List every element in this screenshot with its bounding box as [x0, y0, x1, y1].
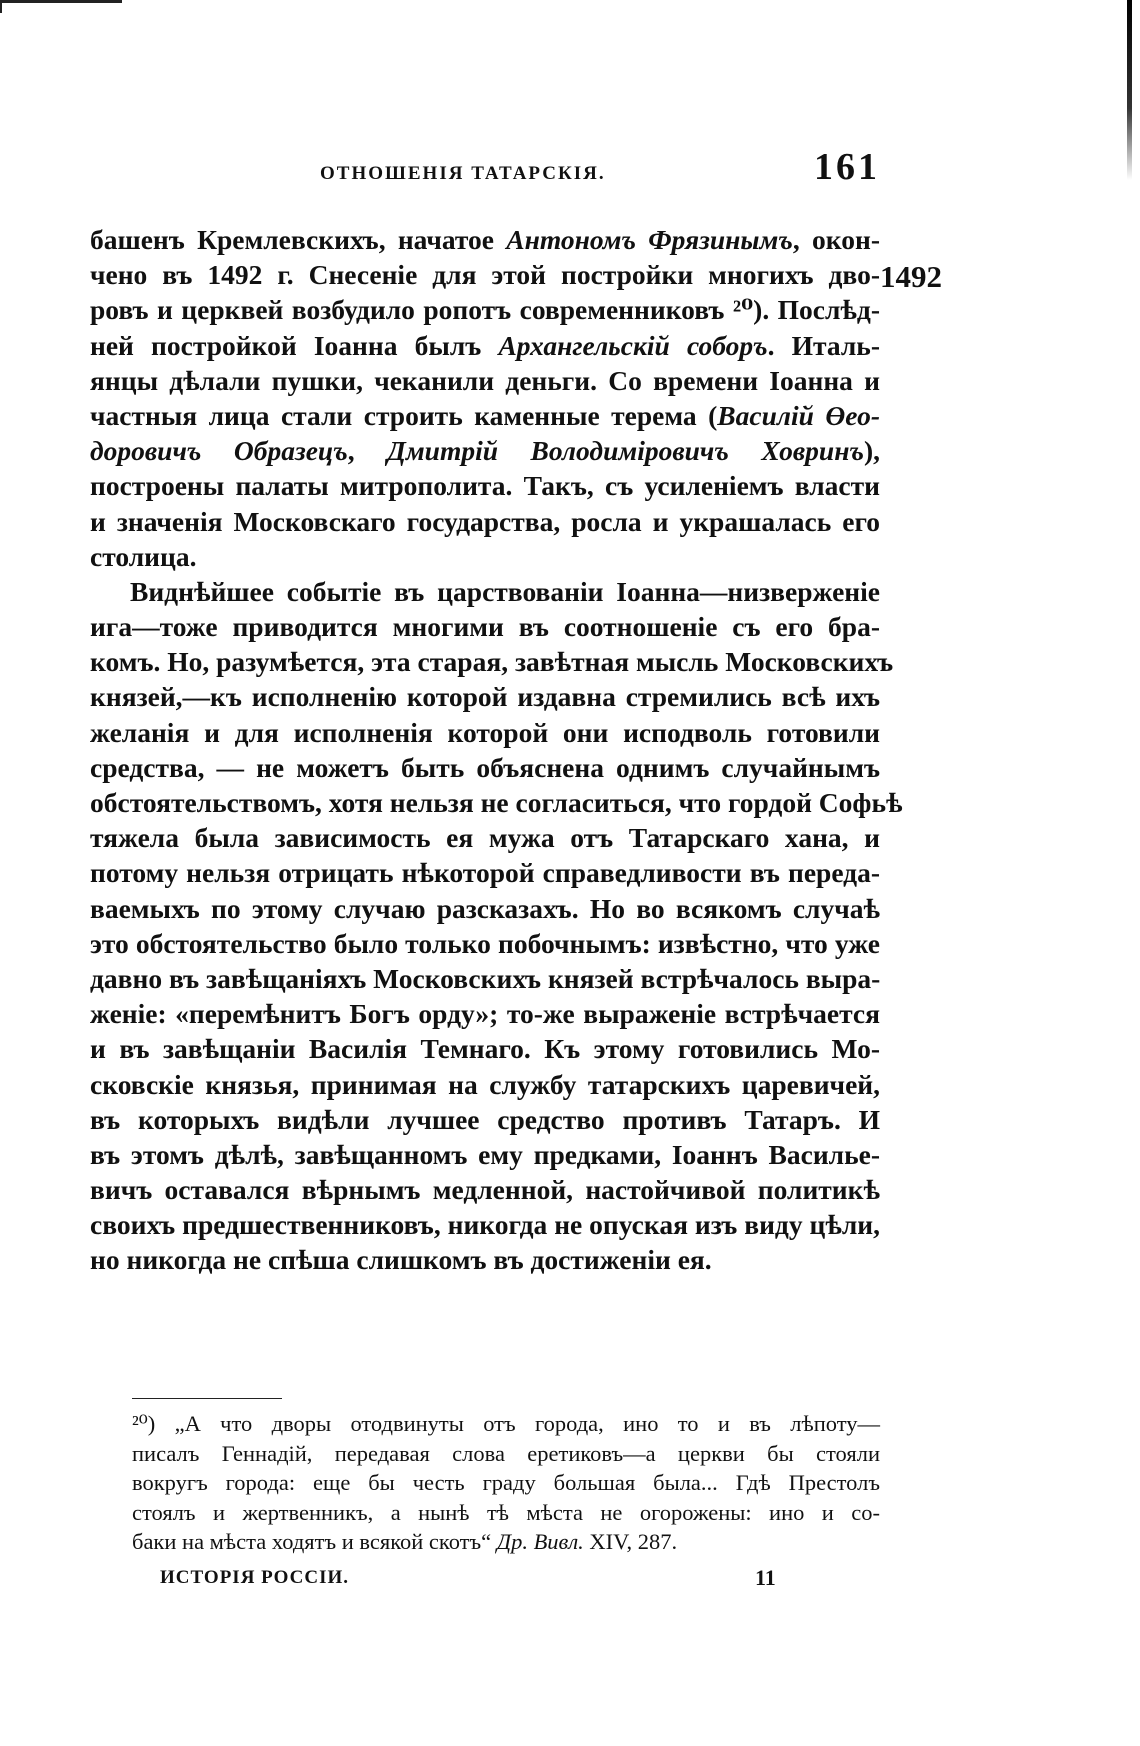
text-line: тяжела была зависимость ея мужа отъ Татарскаго хана, и [90, 822, 880, 854]
page-header [90, 145, 880, 197]
text-line: чено въ 1492 г. Снесеніе для этой постройки многихъ дво- [90, 259, 880, 291]
margin-year-note: 1492 [880, 259, 942, 294]
text-line: башенъ Кремлевскихъ, начатое Антономъ Фрязинымъ, окон- [90, 224, 880, 255]
scan-edge-shadow [1127, 0, 1132, 180]
text-line: янцы дѣлали пушки, чеканили деньги. Со времени Іоанна и [90, 364, 880, 396]
text-line: обстоятельствомъ, хотя нельзя не согласиться, что гордой Софьѣ [90, 787, 903, 818]
text-line: доровичъ Образецъ, Дмитрій Володиміровичъ Ховринъ), [90, 435, 881, 467]
text-line: средства, — не можетъ быть объяснена однимъ случайнымъ [90, 751, 880, 783]
footnote-line: ²⁰) „А что дворы отодвинуты отъ города, ино то и въ лѣпоту— [132, 1411, 880, 1436]
text-line: ней постройкой Іоанна былъ Архангельскій соборъ. Италь- [90, 329, 880, 361]
main-text [90, 222, 903, 1278]
text-line: въ этомъ дѣлѣ, завѣщанномъ ему предками, Іоаннъ Василье- [90, 1138, 880, 1170]
text-line: и въ завѣщаніи Василія Темнаго. Къ этому готовились Мо- [90, 1033, 880, 1065]
text-line: сковскіе князья, принимая на службу татарскихъ царевичей, [90, 1068, 880, 1100]
text-line: комъ. Но, разумѣется, эта старая, завѣтная мысль Московскихъ [90, 646, 894, 678]
footnote-line: вокругъ города: еще бы честь граду большая была... Гдѣ Престолъ [132, 1470, 880, 1496]
text-line: это обстоятельство было только побочнымъ: извѣстно, что уже [90, 927, 880, 959]
text-line: давно въ завѣщаніяхъ Московскихъ князей встрѣчалось выра- [90, 962, 881, 994]
text-line: ига—тоже приводится многими въ соотношеніе съ его бра- [90, 611, 880, 643]
text-line: въ которыхъ видѣли лучшее средство противъ Татаръ. И [90, 1103, 880, 1135]
text-line: построены палаты митрополита. Такъ, съ усиленіемъ власти [90, 470, 880, 502]
text-line: ровъ и церквей возбудило ропотъ современниковъ ²⁰). Послѣд- [90, 294, 880, 326]
text-line: столица. [90, 540, 197, 572]
scan-corner-mark [0, 0, 122, 13]
text-line: потому нельзя отрицать нѣкоторой справедливости въ переда- [90, 857, 880, 889]
text-line: своихъ предшественниковъ, никогда не опуская изъ виду цѣли, [90, 1209, 880, 1241]
text-line: Виднѣйшее событіе въ царствованіи Іоанна—низверженіе [130, 575, 880, 607]
footnote-line: писалъ Геннадій, передавая слова еретиковъ—а церкви бы стояли [132, 1440, 880, 1466]
text-line: но никогда не спѣша слишкомъ въ достиженіи ея. [90, 1244, 712, 1276]
text-line: вичъ оставался вѣрнымъ медленной, настойчивой политикѣ [90, 1174, 880, 1206]
running-title: ОТНОШЕНІЯ ТАТАРСКІЯ. [320, 163, 606, 184]
footnote-line: стоялъ и жертвенникъ, а нынѣ тѣ мѣста не огорожены: ино и со- [132, 1499, 880, 1525]
footnote-rule [132, 1398, 282, 1399]
page-number: 161 [814, 146, 880, 188]
text-line: желанія и для исполненія которой они исподволь готовили [90, 716, 880, 748]
text-line: ваемыхъ по этому случаю разсказахъ. Но во всякомъ случаѣ [90, 892, 880, 924]
signature-label: ИСТОРІЯ РОССІИ. [160, 1567, 350, 1588]
text-line: частныя лица стали строить каменные терема (Василій Өео- [90, 399, 880, 431]
text-line: и значенія Московскаго государства, росла и украшалась его [90, 505, 880, 537]
text-line: женіе: «перемѣнитъ Богъ орду»; то-же выраженіе встрѣчается [90, 998, 880, 1030]
footnote-marker: ²⁰) [132, 1411, 156, 1436]
text-line: князей,—къ исполненію которой издавна стремились всѣ ихъ [90, 681, 880, 713]
footnote-line: баки на мѣста ходятъ и всякой скотъ“ Др. Вивл. XIV, 287. [132, 1529, 678, 1555]
footnote [132, 1409, 880, 1557]
signature-number: 11 [755, 1565, 776, 1590]
page-footer [160, 1565, 820, 1595]
